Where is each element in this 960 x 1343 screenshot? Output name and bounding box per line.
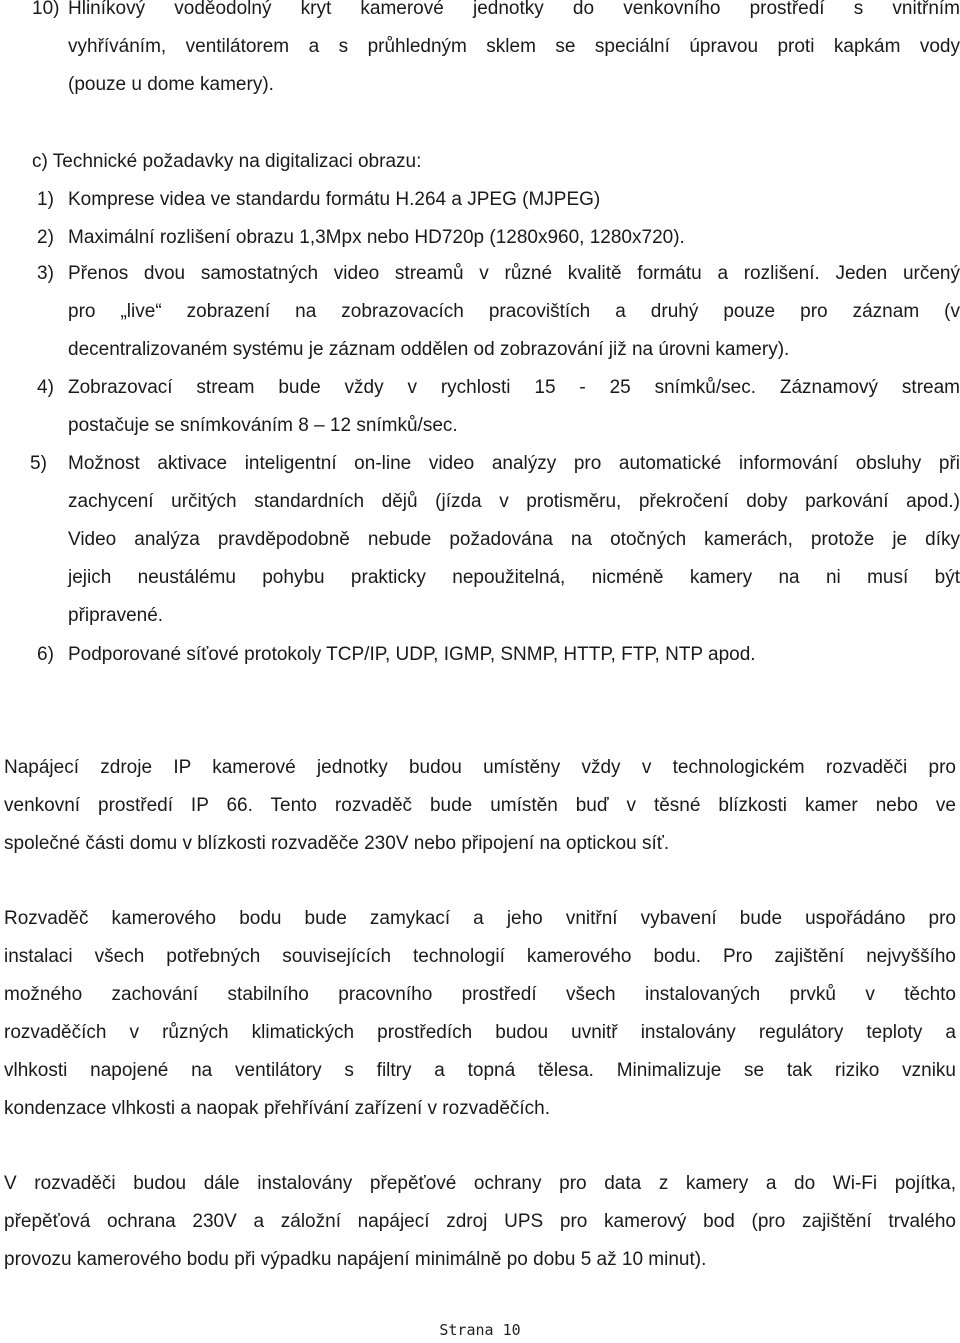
- text-line: Hliníkový voděodolný kryt kamerové jednotky do venkovního prostředí s vnitřním: [68, 0, 960, 19]
- text-line: Podporované síťové protokoly TCP/IP, UDP, IGMP, SNMP, HTTP, FTP, NTP apod.: [68, 644, 756, 665]
- list-item-number: 4): [37, 377, 54, 398]
- text-line: Video analýza pravděpodobně nebude požadována na otočných kamerách, protože je díky: [68, 529, 960, 550]
- text-line: rozvaděčích v různých klimatických prostředích budou uvnitř instalovány regulátory teploty a: [4, 1022, 956, 1043]
- text-line: vlhkosti napojené na ventilátory s filtry a topná tělesa. Minimalizuje se tak riziko vzniku: [4, 1060, 956, 1081]
- list-item-number: 2): [37, 227, 54, 248]
- text-line: pro „live“ zobrazení na zobrazovacích pracovištích a druhý pouze pro záznam (v: [68, 301, 960, 322]
- text-line: Možnost aktivace inteligentní on-line video analýzy pro automatické informování obsluhy při: [68, 453, 960, 474]
- text-line: Napájecí zdroje IP kamerové jednotky budou umístěny vždy v technologickém rozvaděči pro: [4, 757, 956, 778]
- section-heading: c) Technické požadavky na digitalizaci obrazu:: [32, 151, 422, 172]
- text-line: možného zachování stabilního pracovního prostředí všech instalovaných prvků v těchto: [4, 984, 956, 1005]
- text-line: připravené.: [68, 605, 164, 626]
- text-line: přepěťová ochrana 230V a záložní napájecí zdroj UPS pro kamerový bod (pro zajištění trvalého: [4, 1211, 956, 1232]
- list-item-number: 3): [37, 263, 54, 284]
- text-line: instalaci všech potřebných souvisejících technologií kamerového bodu. Pro zajištění nejvyššího: [4, 946, 956, 967]
- text-line: V rozvaděči budou dále instalovány přepěťové ochrany pro data z kamery a do Wi-Fi pojítka,: [4, 1173, 956, 1194]
- text-line: kondenzace vlhkosti a naopak přehřívání zařízení v rozvaděčích.: [4, 1098, 551, 1119]
- paragraph-cabinet: [4, 900, 956, 1128]
- text-line: decentralizovaném systému je záznam oddělen od zobrazování již na úrovni kamery).: [68, 339, 790, 360]
- paragraph-surge-protection: [4, 1165, 956, 1279]
- text-line: (pouze u dome kamery).: [68, 74, 274, 95]
- text-line: venkovní prostředí IP 66. Tento rozvaděč bude umístěn buď v těsné blízkosti kamer nebo ve: [4, 795, 956, 816]
- text-line: vyhříváním, ventilátorem a s průhledným sklem se speciální úpravou proti kapkám vody: [68, 36, 960, 57]
- text-line: jejich neustálému pohybu prakticky nepoužitelná, nicméně kamery na ni musí být: [68, 567, 960, 588]
- text-line: Rozvaděč kamerového bodu bude zamykací a jeho vnitřní vybavení bude uspořádáno pro: [4, 908, 956, 929]
- list-item-number: 10): [32, 0, 60, 19]
- text-line: Zobrazovací stream bude vždy v rychlosti 15 - 25 snímků/sec. Záznamový stream: [68, 377, 960, 398]
- text-line: Maximální rozlišení obrazu 1,3Mpx nebo HD720p (1280x960, 1280x720).: [68, 227, 685, 248]
- text-line: provozu kamerového bodu při výpadku napájení minimálně po dobu 5 až 10 minut).: [4, 1249, 707, 1270]
- paragraph-power-supply: [4, 749, 956, 863]
- text-line: postačuje se snímkováním 8 – 12 snímků/sec.: [68, 415, 458, 436]
- page-number: Strana 10: [439, 1321, 521, 1339]
- text-line: zachycení určitých standardních dějů (jízda v protisměru, překročení doby parkování apod.): [68, 491, 960, 512]
- list-item-number: 5): [30, 453, 47, 474]
- text-line: společné části domu v blízkosti rozvaděče 230V nebo připojení na optickou síť.: [4, 833, 670, 854]
- text-line: Přenos dvou samostatných video streamů v různé kvalitě formátu a rozlišení. Jeden určený: [68, 263, 960, 284]
- list-item-number: 6): [37, 644, 54, 665]
- list-item-number: 1): [37, 189, 54, 210]
- text-line: Komprese videa ve standardu formátu H.264 a JPEG (MJPEG): [68, 189, 601, 210]
